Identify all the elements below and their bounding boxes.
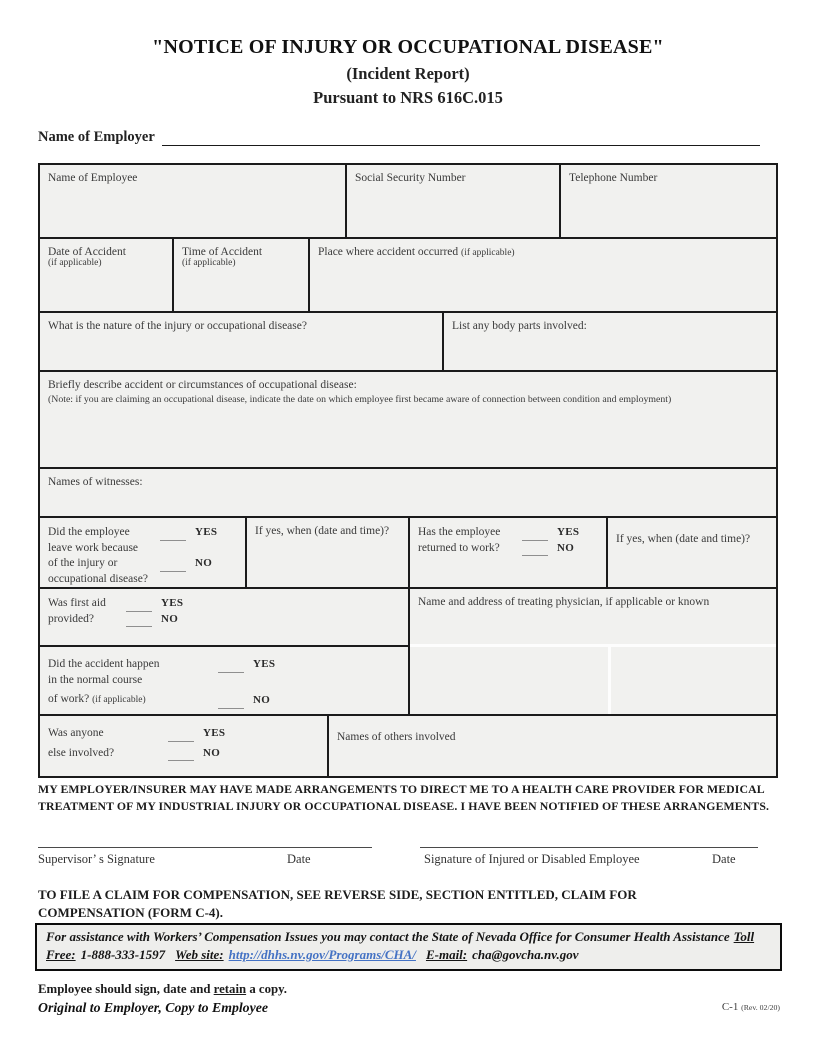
incident-table: [38, 163, 778, 778]
field-body-parts[interactable]: [442, 313, 776, 370]
field-label: What is the nature of the injury or occupational disease?: [48, 320, 307, 332]
yes-label: YES: [253, 658, 276, 671]
yes-blank-line[interactable]: [168, 731, 194, 742]
field-injury-nature[interactable]: [40, 313, 442, 370]
form-title: "NOTICE OF INJURY OR OCCUPATIONAL DISEASE": [152, 36, 664, 58]
field-ssn[interactable]: [345, 165, 559, 237]
field-witnesses[interactable]: [40, 469, 776, 516]
employer-name-row: [38, 129, 760, 146]
field-label: else involved?: [48, 746, 115, 759]
field-label: Social Security Number: [355, 172, 466, 184]
field-label-qualifier: (if applicable): [461, 248, 515, 258]
no-blank-line[interactable]: [522, 545, 548, 556]
field-label: If yes, when (date and time)?: [616, 533, 751, 545]
field-returned-to-work[interactable]: [408, 518, 606, 587]
field-leave-work[interactable]: [40, 518, 245, 587]
field-leave-work-when[interactable]: [245, 518, 408, 587]
table-row: [40, 370, 776, 467]
cha-website-link[interactable]: http://dhhs.nv.gov/Programs/CHA/: [228, 947, 416, 963]
no-label: NO: [203, 746, 221, 759]
web-site-label: Web site:: [175, 947, 224, 963]
form-subtitle-incident-report: (Incident Report): [346, 64, 470, 83]
supervisor-date-label: Date: [287, 852, 311, 866]
employee-signature-line[interactable]: [420, 847, 758, 848]
form-revision: (Rev. 02/20): [741, 1003, 780, 1012]
field-others-involved-question[interactable]: [40, 716, 327, 776]
yes-blank-line[interactable]: [160, 530, 186, 541]
retain-copy-note: Employee should sign, date and retain a copy.: [38, 982, 288, 996]
toll-free-number: 1-888-333-1597: [80, 947, 166, 963]
field-label: of the injury or: [48, 557, 118, 569]
field-label: Did the employee: [48, 526, 130, 538]
no-blank-line[interactable]: [168, 750, 194, 761]
field-label: Names of witnesses:: [48, 476, 143, 488]
yes-blank-line[interactable]: [522, 530, 548, 541]
assistance-box: [35, 923, 782, 971]
field-label: Time of Accident: [182, 246, 263, 258]
arrangements-notice-line: MY EMPLOYER/INSURER MAY HAVE MADE ARRANGEMENTS TO DIRECT ME TO A HEALTH CARE PROVIDER FOR MEDICAL: [38, 782, 765, 796]
retain-underlined: retain: [213, 982, 247, 996]
cell-divider: [608, 646, 611, 714]
table-row: [40, 311, 776, 370]
claim-filing-note-line: TO FILE A CLAIM FOR COMPENSATION, SEE REVERSE SIDE, SECTION ENTITLED, CLAIM FOR: [38, 887, 637, 902]
field-label: Names of others involved: [337, 731, 456, 743]
table-row: [40, 516, 776, 587]
field-label: Name and address of treating physician, if applicable or known: [418, 596, 710, 608]
field-label: Briefly describe accident or circumstances of occupational disease:: [48, 379, 357, 391]
supervisor-signature-label: Supervisor’ s Signature: [38, 852, 155, 866]
field-accident-description[interactable]: [40, 372, 776, 467]
field-label: Was anyone: [48, 727, 104, 739]
yes-blank-line[interactable]: [126, 601, 152, 612]
form-code-number: C-1: [721, 1001, 739, 1013]
no-label: NO: [161, 612, 179, 625]
table-row: [40, 165, 776, 237]
no-blank-line[interactable]: [218, 698, 244, 709]
email-label: E-mail:: [425, 947, 468, 963]
field-note: (Note: if you are claiming an occupational disease, indicate the date on which employee first became aware of connection between condition and employment): [48, 394, 672, 405]
field-first-aid[interactable]: [40, 589, 408, 645]
field-label: occupational disease?: [48, 572, 148, 585]
field-date-of-accident[interactable]: [40, 239, 172, 311]
field-label: Was first aid: [48, 597, 106, 609]
field-label: Place where accident occurred: [318, 246, 459, 258]
field-label: Name of Employee: [48, 172, 138, 184]
field-label: Telephone Number: [569, 172, 658, 184]
field-accident-place[interactable]: [308, 239, 776, 311]
assistance-intro: For assistance with Workers’ Compensation Issues you may contact the State of Nevada Office for Consumer Health Assistance: [46, 929, 730, 944]
yes-label: YES: [195, 526, 218, 538]
employer-name-fill-line[interactable]: [162, 130, 760, 146]
field-label: If yes, when (date and time)?: [255, 525, 390, 537]
table-row: [40, 237, 776, 311]
employee-date-label: Date: [712, 852, 736, 866]
cell-divider: [410, 644, 776, 647]
field-treating-physician[interactable]: [408, 589, 776, 714]
field-label: Date of Accident: [48, 246, 126, 258]
field-time-of-accident[interactable]: [172, 239, 308, 311]
yes-label: YES: [161, 597, 184, 609]
field-label: Did the accident happen: [48, 658, 160, 671]
no-blank-line[interactable]: [160, 561, 186, 572]
field-label-qualifier: (if applicable): [48, 258, 102, 268]
field-label: leave work because: [48, 541, 139, 554]
field-normal-course[interactable]: [40, 645, 408, 714]
yes-label: YES: [557, 526, 580, 538]
claim-filing-note-line: COMPENSATION (FORM C-4).: [38, 904, 223, 920]
field-label: returned to work?: [418, 541, 500, 554]
arrangements-notice-line: TREATMENT OF MY INDUSTRIAL INJURY OR OCCUPATIONAL DISEASE. I HAVE BEEN NOTIFIED OF THESE ARRANGEMENTS.: [38, 798, 770, 813]
no-blank-line[interactable]: [126, 616, 152, 627]
field-telephone[interactable]: [559, 165, 776, 237]
employer-name-label: Name of Employer: [38, 129, 155, 145]
field-others-involved-names[interactable]: [327, 716, 776, 776]
field-label: in the normal course: [48, 673, 143, 686]
field-label: Has the employee: [418, 526, 501, 538]
form-subtitle-statute: Pursuant to NRS 616C.015: [313, 88, 503, 107]
field-label: provided?: [48, 612, 94, 625]
distribution-note: Original to Employer, Copy to Employee: [38, 1000, 268, 1015]
table-row: [40, 714, 776, 776]
field-label-qualifier: (if applicable): [182, 258, 236, 268]
no-label: NO: [253, 694, 271, 707]
claim-filing-note: [38, 886, 758, 921]
toll-free-label: Toll Free:: [46, 929, 755, 963]
arrangements-notice: [38, 781, 782, 815]
email-address: cha@govcha.nv.gov: [472, 947, 579, 963]
form-code: [722, 1001, 780, 1013]
field-employee-name[interactable]: [40, 165, 345, 237]
field-label: List any body parts involved:: [452, 320, 587, 332]
employee-signature-label: Signature of Injured or Disabled Employee: [424, 852, 640, 866]
no-label: NO: [557, 541, 575, 554]
field-returned-when[interactable]: [606, 518, 776, 587]
table-row: [40, 467, 776, 516]
supervisor-signature-line[interactable]: [38, 847, 372, 848]
yes-label: YES: [203, 727, 226, 739]
no-label: NO: [195, 557, 213, 569]
table-row: [40, 587, 776, 714]
field-label: of work? (if applicable): [48, 693, 146, 706]
form-header: [0, 36, 816, 108]
yes-blank-line[interactable]: [218, 662, 244, 673]
